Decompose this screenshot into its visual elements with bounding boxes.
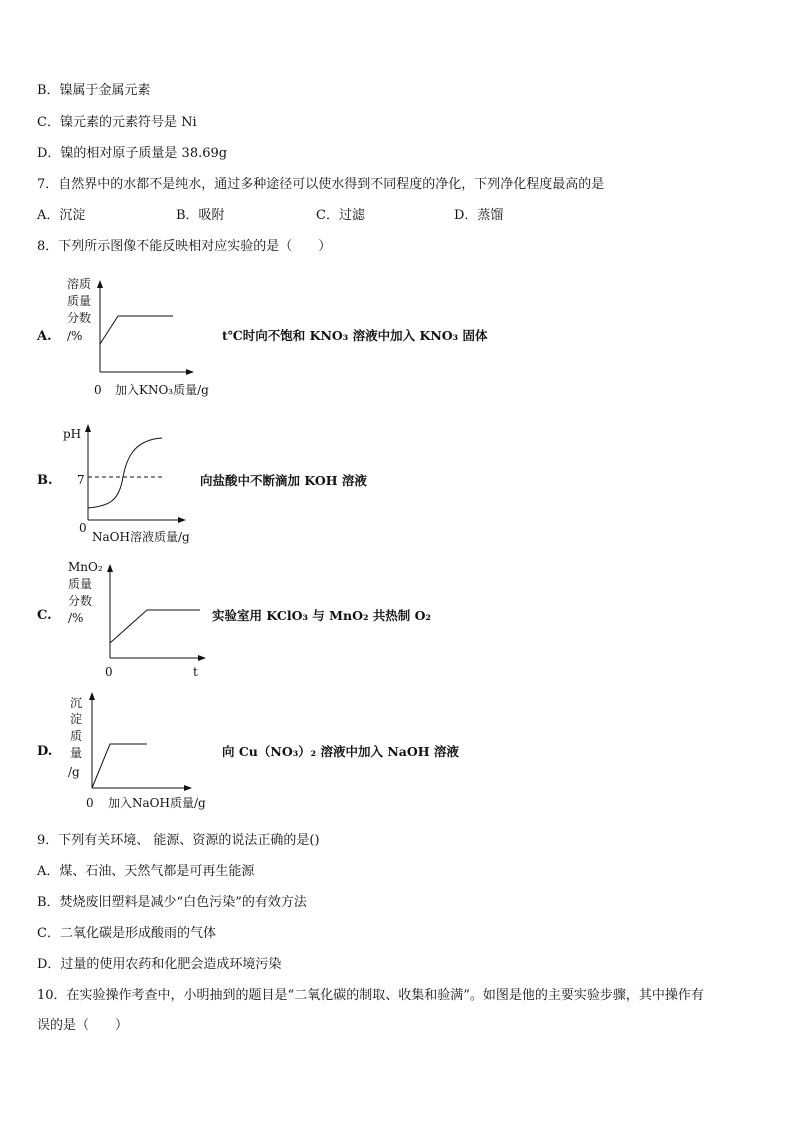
q9-option-b: B．焚烧废旧塑料是减少“白色污染”的有效方法: [37, 895, 307, 910]
graph-c-letter: C.: [37, 608, 52, 623]
graph-d-ylabel-1: 沉: [70, 696, 83, 710]
option-b-text: B．镍属于金属元素: [37, 83, 151, 98]
graph-a-ylabel-3: 分数: [67, 311, 92, 325]
graph-b-curve: [88, 438, 162, 508]
graph-d-ylabel-5: /g: [68, 765, 80, 779]
graph-c-origin: 0: [105, 665, 113, 679]
question-7: 7．自然界中的水都不是纯水，通过多种途径可以使水得到不同程度的净化，下列净化程度最高的是: [37, 177, 605, 192]
graph-d-origin: 0: [86, 796, 94, 810]
graph-c-y-arrow: [107, 564, 113, 572]
graph-c-ylabel-2: 质量: [68, 577, 93, 591]
q7-option-a: A．沉淀: [37, 208, 86, 223]
graph-c: [62, 558, 222, 683]
graph-d-description: 向 Cu（NO₃）₂ 溶液中加入 NaOH 溶液: [222, 744, 459, 759]
q9-option-a: A．煤、石油、天然气都是可再生能源: [37, 864, 255, 879]
graph-a-ylabel-4: /%: [67, 329, 83, 343]
graph-a-origin: 0: [94, 383, 102, 397]
graph-d-x-arrow: [184, 785, 192, 791]
question-9: 9．下列有关环境、 能源、资源的说法正确的是(): [37, 833, 320, 848]
graph-b-y-arrow: [85, 424, 91, 432]
graph-b-letter: B.: [37, 473, 53, 488]
option-c-text: C．镍元素的元素符号是 Ni: [37, 115, 197, 130]
graph-c-description: 实验室用 KClO₃ 与 MnO₂ 共热制 O₂: [212, 608, 432, 623]
graph-d-ylabel-2: 淀: [70, 712, 83, 726]
question-10-line-2: 误的是（ ）: [37, 1018, 129, 1033]
graph-c-xlabel: t: [193, 665, 198, 679]
question-10-line-1: 10．在实验操作考查中，小明抽到的题目是“二氧化碳的制取、收集和验满”。如图是他的主要实验步骤，其中操作有: [37, 988, 704, 1003]
graph-a-y-arrow: [97, 280, 103, 288]
graph-a: [60, 272, 230, 402]
graph-c-ylabel-3: 分数: [68, 594, 93, 608]
graph-d-curve: [92, 744, 147, 788]
graph-c-curve: [110, 610, 200, 643]
graph-c-ylabel-4: /%: [68, 611, 84, 625]
q7-option-b: B．吸附: [176, 208, 225, 223]
graph-d-ylabel-3: 质: [70, 729, 83, 743]
graph-d-ylabel-4: 量: [70, 746, 83, 760]
graph-b-x-arrow: [178, 517, 186, 523]
graph-b-tick-7: 7: [77, 473, 85, 487]
graph-d-y-arrow: [89, 692, 95, 700]
graph-a-description: t℃时向不饱和 KNO₃ 溶液中加入 KNO₃ 固体: [222, 328, 488, 343]
graph-a-ylabel-2: 质量: [67, 294, 92, 308]
graph-b-xlabel: NaOH溶液质量/g: [92, 530, 190, 544]
graph-a-ylabel-1: 溶质: [67, 277, 92, 291]
q7-option-c: C．过滤: [316, 208, 365, 223]
graph-d-letter: D.: [37, 744, 53, 759]
graph-b-description: 向盐酸中不断滴加 KOH 溶液: [200, 473, 367, 488]
q9-option-c: C．二氧化碳是形成酸雨的气体: [37, 926, 216, 941]
graph-d: [62, 690, 232, 815]
graph-b: [60, 420, 210, 550]
graph-c-ylabel-1: MnO₂: [68, 560, 103, 574]
option-d-text: D．镍的相对原子质量是 38.69g: [37, 146, 228, 161]
graph-a-x-arrow: [186, 369, 194, 375]
graph-a-curve: [100, 316, 173, 344]
graph-a-letter: A.: [37, 329, 52, 344]
graph-d-xlabel: 加入NaOH质量/g: [108, 796, 206, 810]
graph-b-origin: 0: [79, 521, 87, 535]
q7-option-d: D．蒸馏: [454, 208, 504, 223]
graph-b-ylabel: pH: [63, 427, 82, 441]
question-8: 8．下列所示图像不能反映相对应实验的是（ ）: [37, 239, 332, 254]
graph-a-xlabel: 加入KNO₃质量/g: [115, 383, 209, 397]
graph-c-x-arrow: [198, 655, 206, 661]
q9-option-d: D．过量的使用农药和化肥会造成环境污染: [37, 957, 282, 972]
